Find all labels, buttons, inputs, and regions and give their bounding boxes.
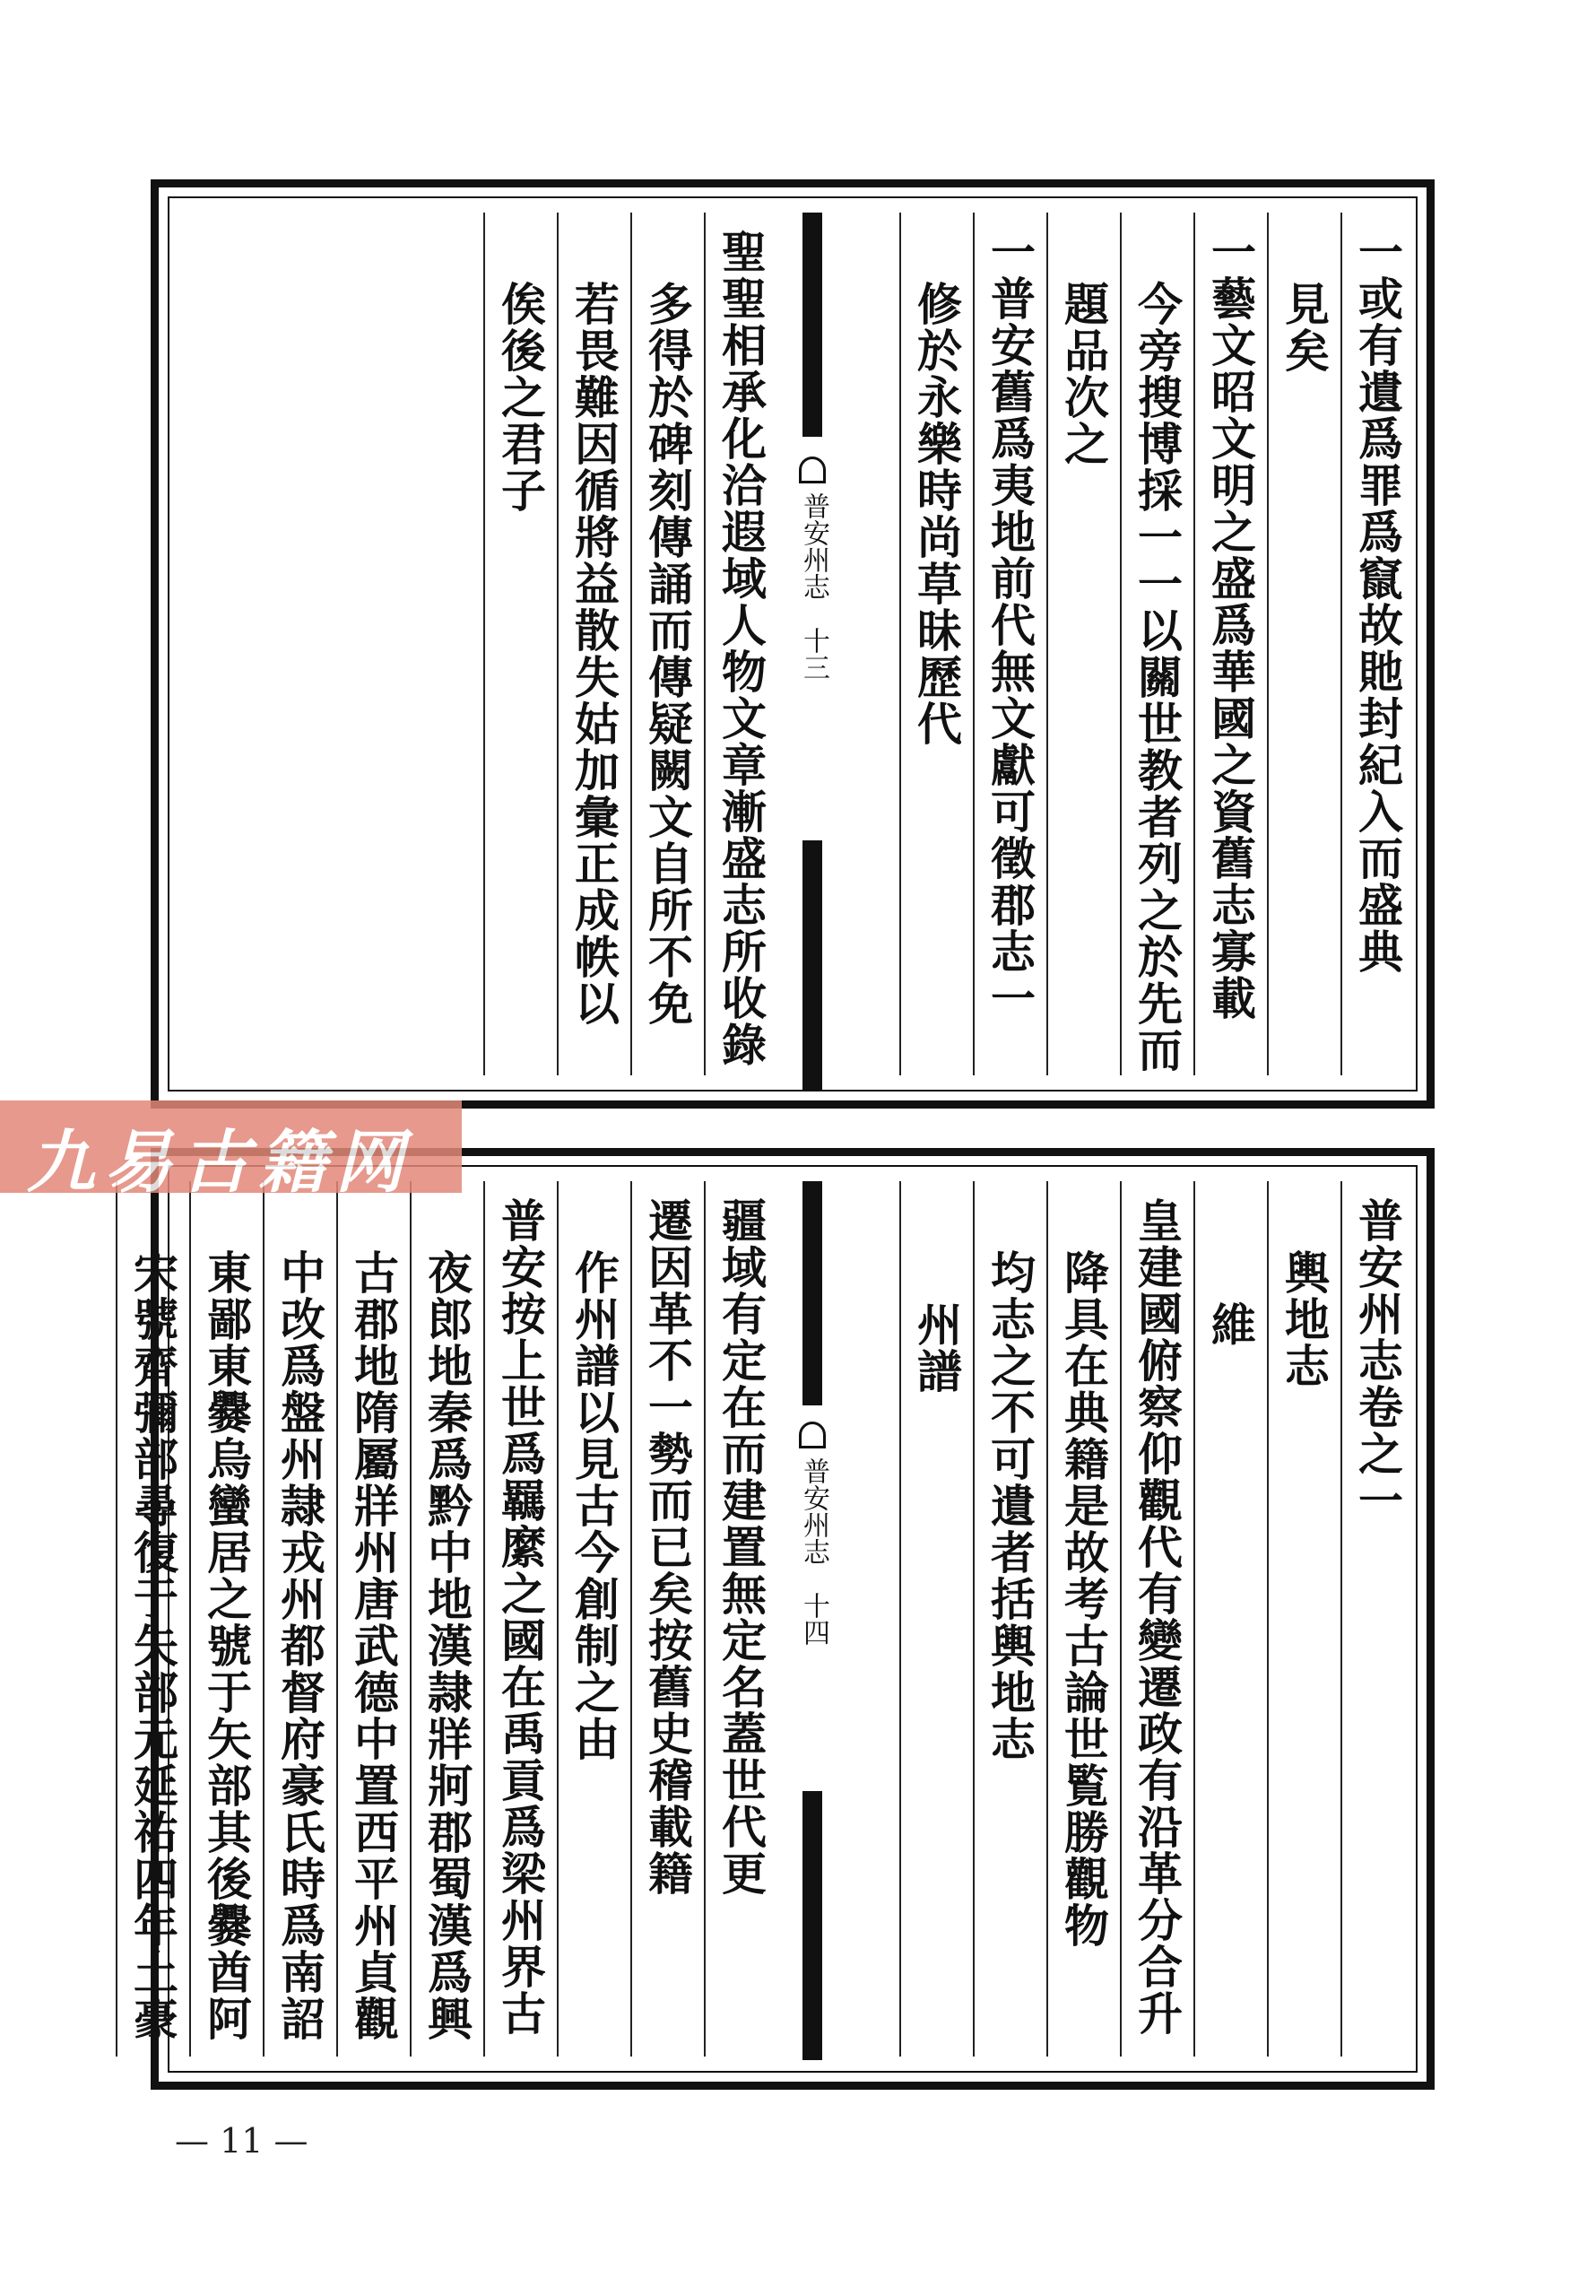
text-column	[116, 1181, 189, 2057]
text-column	[1193, 213, 1267, 1075]
fish-tail-mark-icon	[799, 457, 826, 483]
folio-label: 普安州志 十四	[798, 1457, 829, 1646]
folio-black-bar	[802, 213, 822, 437]
folio-black-bar	[802, 1181, 822, 1405]
column-text: 維	[1204, 1301, 1257, 1348]
text-column	[557, 1181, 630, 2057]
text-column	[1120, 213, 1193, 1075]
column-text: 皇建國俯察仰觀代有變遷政有沿革分合升	[1131, 1197, 1184, 2037]
column-text: 多得於碑刻傳誦而傳疑闕文自所不免	[641, 281, 694, 1027]
column-text: 夜郎地秦爲黔中地漢隷牂牁郡蜀漢爲興	[421, 1249, 473, 2042]
column-text: 東鄙東爨烏蠻居之號于矢部其後爨酋阿	[200, 1249, 253, 2042]
folio-label: 普安州志 十三	[798, 492, 829, 681]
column-text: 均志之不可遺者括輿地志	[984, 1249, 1037, 1762]
top-page-leaf	[151, 179, 1435, 1109]
column-text: 一普安舊爲夷地前代無文獻可徵郡志一	[984, 229, 1037, 1022]
text-column	[263, 1181, 336, 2057]
column-text: 一藝文昭文明之盛爲華國之資舊志寡載	[1204, 229, 1257, 1022]
column-text: 修於永樂時尚草昧歷代	[910, 281, 963, 747]
column-text: 降具在典籍是故考古論世覧勝觀物	[1057, 1249, 1110, 1949]
text-column	[704, 1181, 777, 2057]
text-column	[1046, 1181, 1120, 2057]
column-text: 疆域有定在而建置無定名蓋世代更	[715, 1197, 768, 1897]
text-column	[1193, 1181, 1267, 2057]
text-column	[1046, 213, 1120, 1075]
column-text: 宋號齊彌部尋復于矢部元延祐四年土豪	[126, 1249, 179, 2042]
column-text: 若畏難因循將益散失姑加彙正成帙以	[568, 281, 620, 1027]
column-text: 見矣	[1278, 281, 1331, 374]
column-text: 一或有遺爲罪爲竄故貤封紀入而盛典	[1351, 229, 1404, 975]
text-column	[1267, 213, 1340, 1075]
text-column	[1120, 1181, 1193, 2057]
text-column	[630, 1181, 704, 2057]
text-column	[483, 1181, 557, 2057]
top-block-folio	[777, 213, 851, 1075]
text-column	[189, 1181, 263, 2057]
text-column	[899, 1181, 973, 2057]
column-text: 遷因革不一勢而已矣按舊史稽載籍	[641, 1197, 694, 1897]
column-text: 俟後之君子	[494, 281, 547, 514]
fish-tail-mark-icon	[799, 1422, 826, 1448]
watermark-text: 九易古籍网	[27, 1122, 412, 1202]
text-column	[630, 213, 704, 1075]
column-text: 今旁搜博採一一以關世教者列之於先而	[1131, 281, 1184, 1074]
column-text: 普安按上世爲羈縻之國在禹貢爲梁州界古	[494, 1197, 547, 2037]
text-column	[336, 1181, 410, 2057]
column-text: 作州譜以見古今創制之由	[568, 1249, 620, 1762]
column-text: 州譜	[910, 1301, 963, 1395]
text-column	[1267, 1181, 1340, 2057]
text-column	[483, 213, 557, 1075]
watermark-banner	[0, 1100, 462, 1202]
bottom-block-folio	[777, 1181, 851, 2057]
column-text: 題品次之	[1057, 281, 1110, 467]
text-column	[704, 213, 777, 1075]
column-text: 中改爲盤州隷戎州都督府豪氏時爲南詔	[273, 1249, 326, 2042]
text-column	[1340, 213, 1414, 1075]
folio-black-bar-lower	[802, 840, 822, 1091]
column-text: 普安州志卷之一	[1351, 1197, 1404, 1524]
column-text: 聖聖相承化洽遐域人物文章漸盛志所收錄	[715, 229, 768, 1068]
column-text: 輿地志	[1278, 1249, 1331, 1389]
text-column	[973, 1181, 1046, 2057]
folio-black-bar-lower	[802, 1791, 822, 2060]
text-column	[973, 213, 1046, 1075]
column-text: 古郡地隋屬牂州唐武德中置西平州貞觀	[347, 1249, 400, 2042]
text-column	[899, 213, 973, 1075]
text-column	[557, 213, 630, 1075]
text-column	[1340, 1181, 1414, 2057]
page-number: — 11 —	[175, 2121, 308, 2161]
text-column	[410, 1181, 483, 2057]
